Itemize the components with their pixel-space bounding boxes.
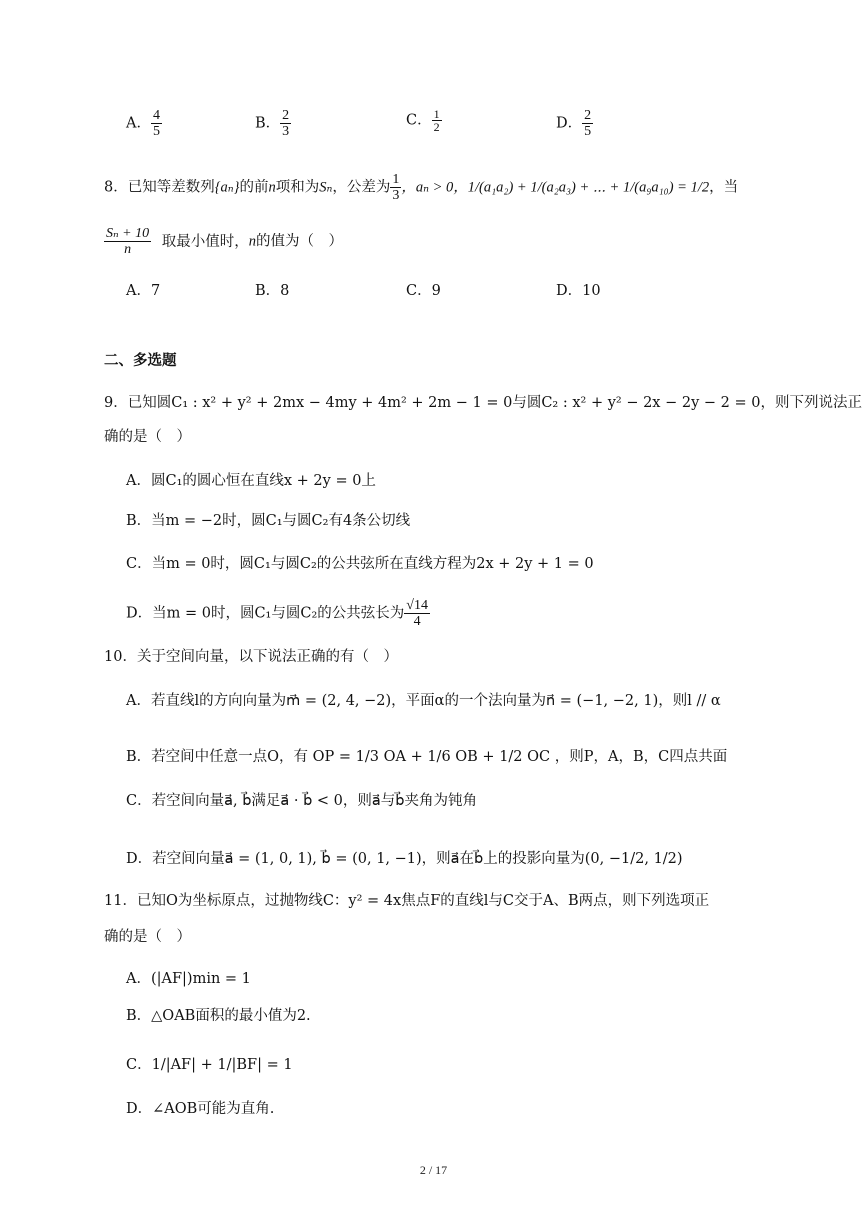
section-heading: 二、多选题 [104, 352, 177, 369]
q8-sum-expression: 1/(a₁a₂) + 1/(a₂a₃) + ⋯ + 1/(a₉a₁₀) = 1/2 [467, 179, 710, 196]
q11-option-d: D．∠AOB可能为直角. [126, 1101, 275, 1117]
q11-stem-line1: 11．已知O为坐标原点，过抛物线C：y² = 4x焦点F的直线l与C交于A、B两点，则下列选项正 [104, 893, 710, 909]
page-number: 2 / 17 [419, 1163, 448, 1177]
q8-text: 的前 [239, 179, 269, 196]
fraction [432, 108, 442, 133]
q7-option-b [255, 108, 291, 139]
q8-text: 8．已知等差数列 [104, 179, 215, 196]
fraction [280, 108, 291, 139]
q10-option-a: A．若直线l的方向向量为m⃗ = (2, 4, −2)，平面α的一个法向量为n⃗ = (−1, −2, 1)，则l // α [126, 693, 721, 709]
q9-option-d-text: D．当m = 0时，圆C₁与圆C₂的公共弦长为 [126, 605, 405, 622]
option-letter: B． [255, 115, 281, 132]
q10-option-d: D．若空间向量a⃗ = (1, 0, 1), b⃗ = (0, 1, −1)，则a⃗在b⃗上的投影向量为(0, −1/2, 1/2) [126, 851, 683, 867]
q8-var-n: n [248, 233, 256, 250]
q8-text: 取最小值时， [161, 233, 249, 250]
denominator: n [124, 242, 132, 257]
q8-text: ，公差为 [332, 179, 391, 196]
denominator: 5 [152, 124, 160, 139]
q8-stem-line1 [104, 172, 738, 203]
option-letter: A． [126, 115, 151, 132]
q9-stem-line2: 确的是（ ） [104, 429, 191, 445]
denominator: 4 [413, 614, 421, 629]
denominator: 3 [392, 188, 400, 203]
numerator: √14 [406, 598, 428, 613]
q10-option-b: B．若空间中任意一点O，有 OP = 1/3 OA + 1/6 OB + 1/2 OC ，则P，A，B，C四点共面 [126, 749, 728, 765]
q9-stem-line1: 9．已知圆C₁ : x² + y² + 2mx − 4my + 4m² + 2m − 1 = 0与圆C₂ : x² + y² − 2x − 2y − 2 = 0，则下列说法正 [104, 395, 862, 411]
denominator: 5 [584, 124, 592, 139]
q8-text: 的值为（ ） [255, 233, 343, 250]
q8-sn: Sₙ [319, 179, 333, 196]
q9-option-d [126, 598, 430, 629]
numerator: 2 [584, 108, 592, 123]
q8-condition: ，aₙ > 0， [401, 179, 468, 196]
denominator: 2 [433, 120, 440, 134]
q7-option-d [556, 108, 593, 139]
numerator: 2 [282, 108, 290, 123]
q11-stem-line2: 确的是（ ） [104, 929, 191, 945]
q10-stem: 10．关于空间向量，以下说法正确的有（ ） [104, 649, 398, 665]
option-letter: C． [406, 112, 432, 129]
q8-option-b: B．8 [255, 283, 290, 299]
numerator: 1 [392, 172, 400, 187]
q8-var-n: n [268, 179, 276, 196]
q11-option-b: B．△OAB面积的最小值为2. [126, 1008, 311, 1024]
q11-option-a: A．(|AF|)min = 1 [126, 971, 251, 987]
numerator: 4 [152, 108, 160, 123]
q7-option-a [126, 108, 162, 139]
fraction [582, 108, 593, 139]
q8-stem-line2 [104, 226, 343, 257]
q10-option-c: C．若空间向量a⃗, b⃗满足a⃗ · b⃗ < 0，则a⃗与b⃗夹角为钝角 [126, 793, 478, 809]
q8-option-c: C．9 [406, 283, 441, 299]
q8-target-fraction [104, 226, 151, 257]
q11-option-c: C．1/|AF| + 1/|BF| = 1 [126, 1057, 293, 1073]
numerator: Sₙ + 10 [106, 226, 150, 241]
q8-option-a: A．7 [126, 283, 161, 299]
option-letter: D． [556, 115, 583, 132]
q9-chord-length [404, 598, 430, 629]
q8-sequence: {aₙ} [214, 179, 240, 196]
fraction [151, 108, 162, 139]
denominator: 3 [282, 124, 290, 139]
q8-text: ，当 [709, 179, 739, 196]
q9-option-a: A．圆C₁的圆心恒在直线x + 2y = 0上 [126, 473, 376, 489]
q9-option-c: C．当m = 0时，圆C₁与圆C₂的公共弦所在直线方程为2x + 2y + 1 = 0 [126, 556, 594, 572]
q8-option-d: D．10 [556, 283, 601, 299]
q8-text: 项和为 [275, 179, 320, 196]
q7-option-c [406, 108, 442, 133]
q8-common-difference [390, 172, 401, 203]
numerator: 1 [433, 107, 440, 121]
q9-option-b: B．当m = −2时，圆C₁与圆C₂有4条公切线 [126, 513, 411, 529]
